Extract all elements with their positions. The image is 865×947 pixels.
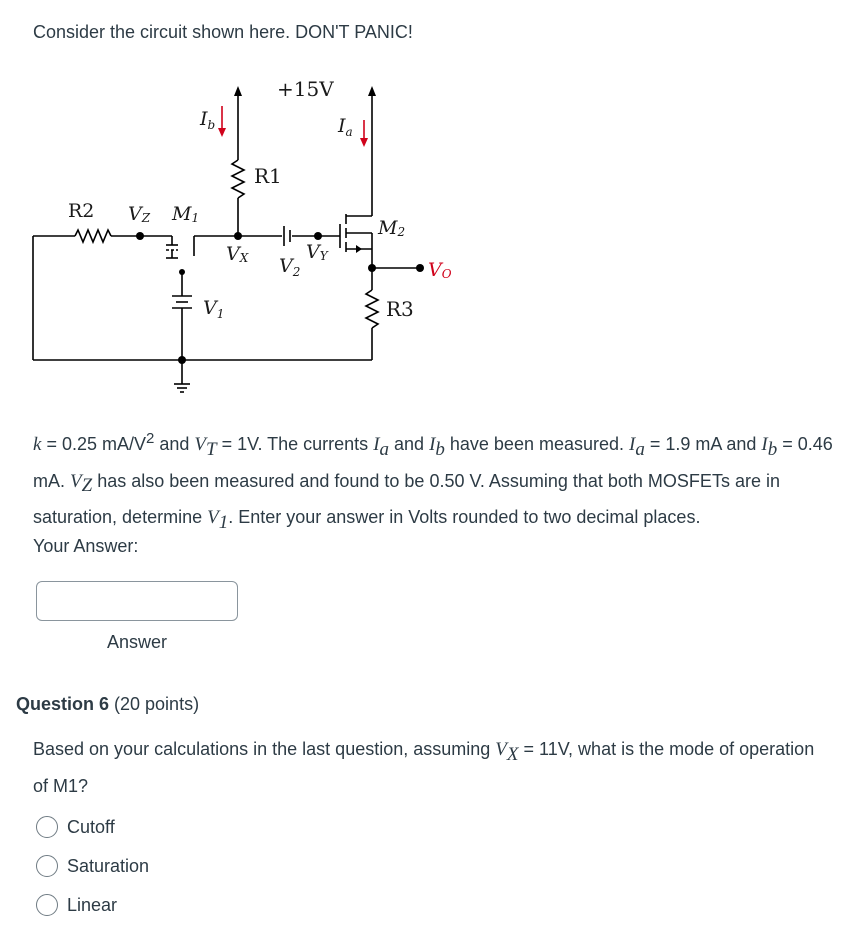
svg-text:VX bbox=[226, 243, 249, 265]
saturation-radio[interactable] bbox=[36, 855, 58, 877]
v2-label: V bbox=[279, 255, 293, 277]
r1-label: R1 bbox=[254, 164, 282, 188]
problem-statement: k = 0.25 $mA/V^2$ and $V_T = 1V$. The currents $I_a$ and $I_b$ have been measured. $I_a = 1.9$ mA and $I_b = 0.46$ mA. $V_Z$ has also been measured and found to be 0.50 V. Assuming that both MOSFETs are in saturation, determine $V_1$. Enter your answer in Volts rounded to two decimal places. bbox=[33, 430, 833, 533]
linear-radio[interactable] bbox=[36, 894, 58, 916]
option-label: Linear bbox=[67, 894, 118, 915]
option-saturation[interactable] bbox=[36, 854, 149, 878]
your-answer-label: Your Answer: bbox=[33, 536, 139, 556]
answer-caption: Answer bbox=[107, 632, 168, 652]
m2-sub: 2 bbox=[397, 225, 406, 239]
question-6-points: (20 points) bbox=[109, 694, 200, 714]
v1-sub: 1 bbox=[216, 307, 225, 321]
vx-sub: X bbox=[239, 251, 249, 265]
vx-label: V bbox=[226, 243, 240, 265]
vo-label: V bbox=[428, 259, 442, 281]
option-label: Saturation bbox=[67, 855, 150, 876]
svg-text:M2 bbox=[377, 217, 405, 239]
svg-text:Ib bbox=[199, 108, 215, 132]
question-6-text: Based on your calculations in the last question, assuming $V_X = 11V$, what is the mode of operation of M1? bbox=[33, 739, 815, 796]
vz-sub: Z bbox=[141, 211, 151, 225]
ia-sub: a bbox=[345, 125, 353, 139]
option-linear[interactable] bbox=[36, 893, 117, 917]
svg-text:VZ bbox=[128, 203, 151, 225]
vz-label: V bbox=[128, 203, 142, 225]
circuit-diagram bbox=[0, 70, 470, 400]
vo-sub: O bbox=[441, 267, 452, 281]
svg-text:V1 bbox=[203, 297, 224, 321]
option-label: Cutoff bbox=[67, 816, 115, 837]
ib-label: I bbox=[200, 108, 208, 130]
question-6-title: Question 6 bbox=[16, 694, 110, 714]
r2-label: R2 bbox=[68, 200, 95, 222]
svg-text:Ia bbox=[337, 115, 353, 139]
supply-label: +15V bbox=[277, 77, 334, 101]
m2-label: M bbox=[378, 217, 398, 239]
m1-label: M bbox=[172, 203, 192, 225]
v1-label: V bbox=[203, 297, 217, 319]
question-intro: Consider the circuit shown here. DON'T PANIC! bbox=[33, 22, 413, 42]
vy-label: V bbox=[306, 241, 320, 263]
svg-text:V2 bbox=[279, 255, 300, 279]
svg-text:VO bbox=[428, 259, 452, 281]
m1-sub: 1 bbox=[191, 211, 200, 225]
v2-sub: 2 bbox=[292, 265, 301, 279]
question-6-header bbox=[16, 694, 199, 715]
vy-sub: Y bbox=[319, 249, 328, 263]
ib-sub: b bbox=[207, 118, 216, 132]
r3-label: R3 bbox=[386, 297, 414, 321]
cutoff-radio[interactable] bbox=[36, 816, 58, 838]
ia-label: I bbox=[338, 115, 346, 137]
option-cutoff[interactable] bbox=[36, 815, 115, 839]
answer-input[interactable] bbox=[36, 581, 238, 621]
svg-text:VY bbox=[306, 241, 329, 263]
svg-text:M1 bbox=[171, 203, 199, 225]
